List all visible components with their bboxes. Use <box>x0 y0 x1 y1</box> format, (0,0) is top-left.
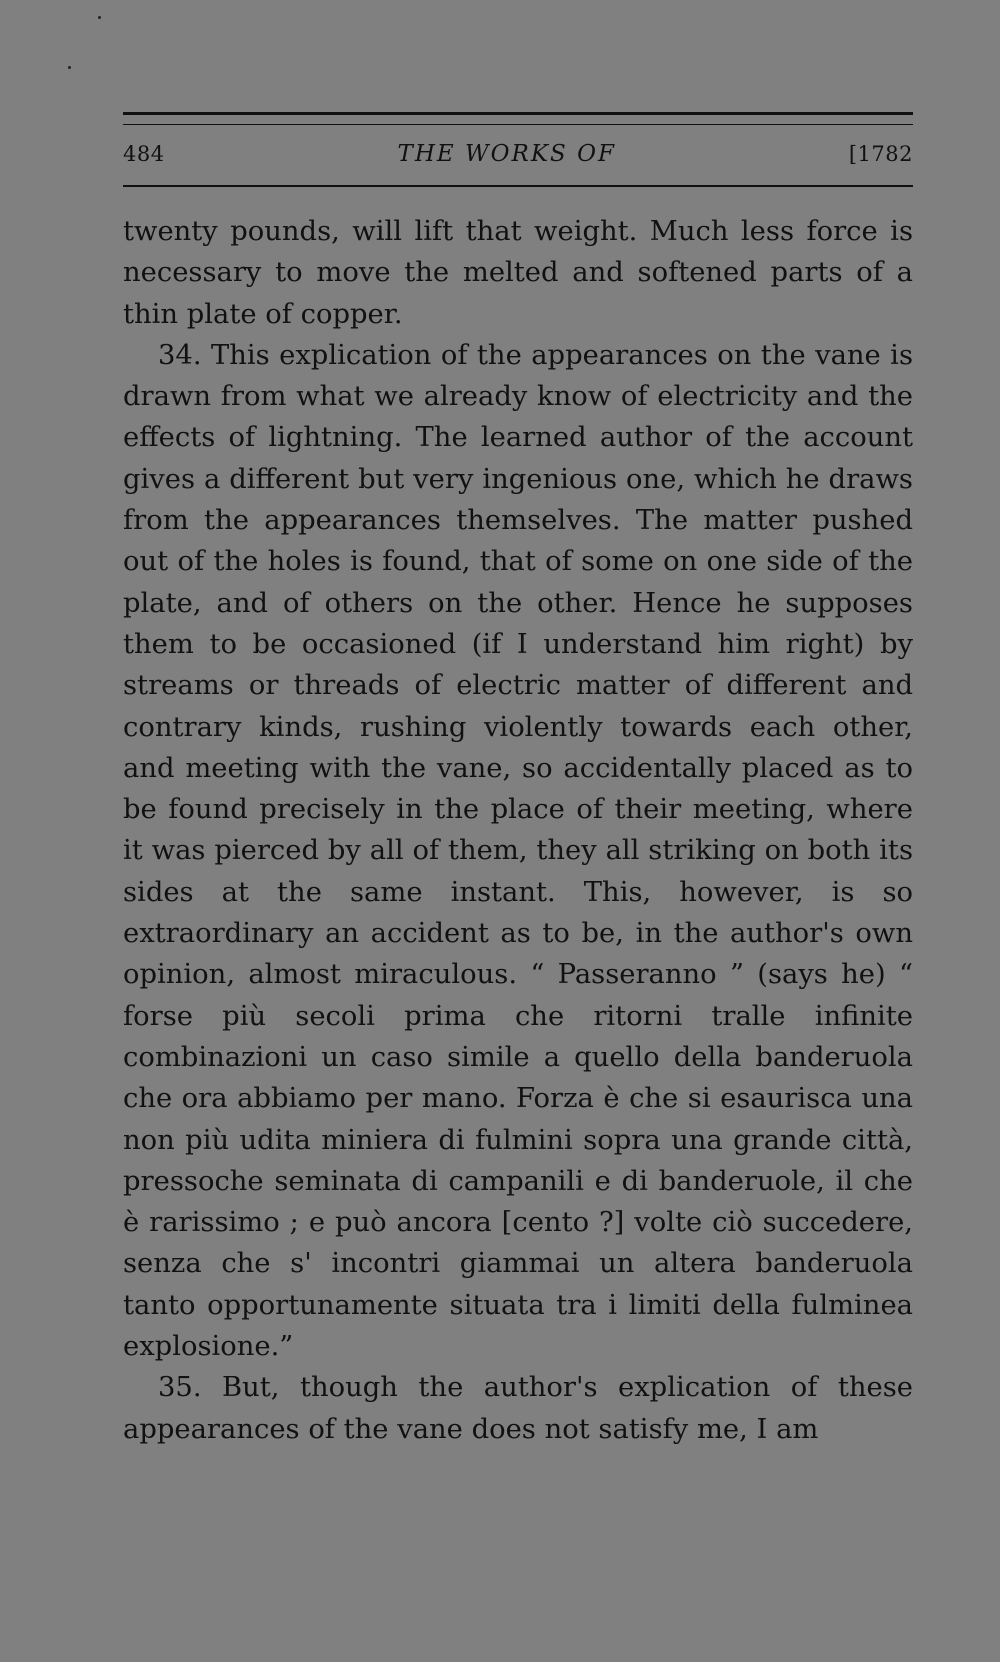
paragraph-continued: twenty pounds, will lift that weight. Much less force is necessary to move the melted and softened parts of a thin plate of copper. <box>123 216 913 330</box>
running-header <box>123 141 913 167</box>
header-rule-thick <box>123 112 913 115</box>
running-title: THE WORKS OF <box>397 141 616 167</box>
speck <box>68 66 71 69</box>
book-page <box>123 112 913 1450</box>
paragraph-35: 35. But, though the author's explication of these appearances of the vane does not satisfy me, I am <box>123 1372 913 1445</box>
header-year: [1782 <box>848 142 913 166</box>
header-rule-thin <box>123 124 913 125</box>
body-text <box>123 211 913 1450</box>
header-rule-bottom <box>123 185 913 187</box>
paragraph-34: 34. This explication of the appearances on the vane is drawn from what we already know of electricity and the effects of lightning. The learned author of the account gives a different but very ingenious one, which he draws from the appearances themselves. The matter pushed out of the holes is found, that of some on one side of the plate, and of others on the other. Hence he supposes them to be occasioned (if I understand him right) by streams or threads of electric matter of different and contrary kinds, rushing violently towards each other, and meeting with the vane, so accidentally placed as to be found precisely in the place of their meeting, where it was pierced by all of them, they all striking on both its sides at the same instant. This, however, is so extraordinary an accident as to be, in the author's own opinion, almost miraculous. “ Passeranno ” (says he) “ forse più secoli prima che ritorni tralle infinite combinazioni un caso simile a quello della banderuola che ora abbiamo per mano. Forza è che si esaurisca una non più udita miniera di fulmini sopra una grande città, pressoche seminata di campanili e di banderuole, il che è rarissimo ; e può ancora [cento ?] volte ciò succedere, senza che s' incontri giammai un altera banderuola tanto opportunamente situata tra i limiti della fulminea explosione.” <box>123 339 913 1363</box>
page-number: 484 <box>123 142 165 166</box>
speck <box>98 16 101 19</box>
